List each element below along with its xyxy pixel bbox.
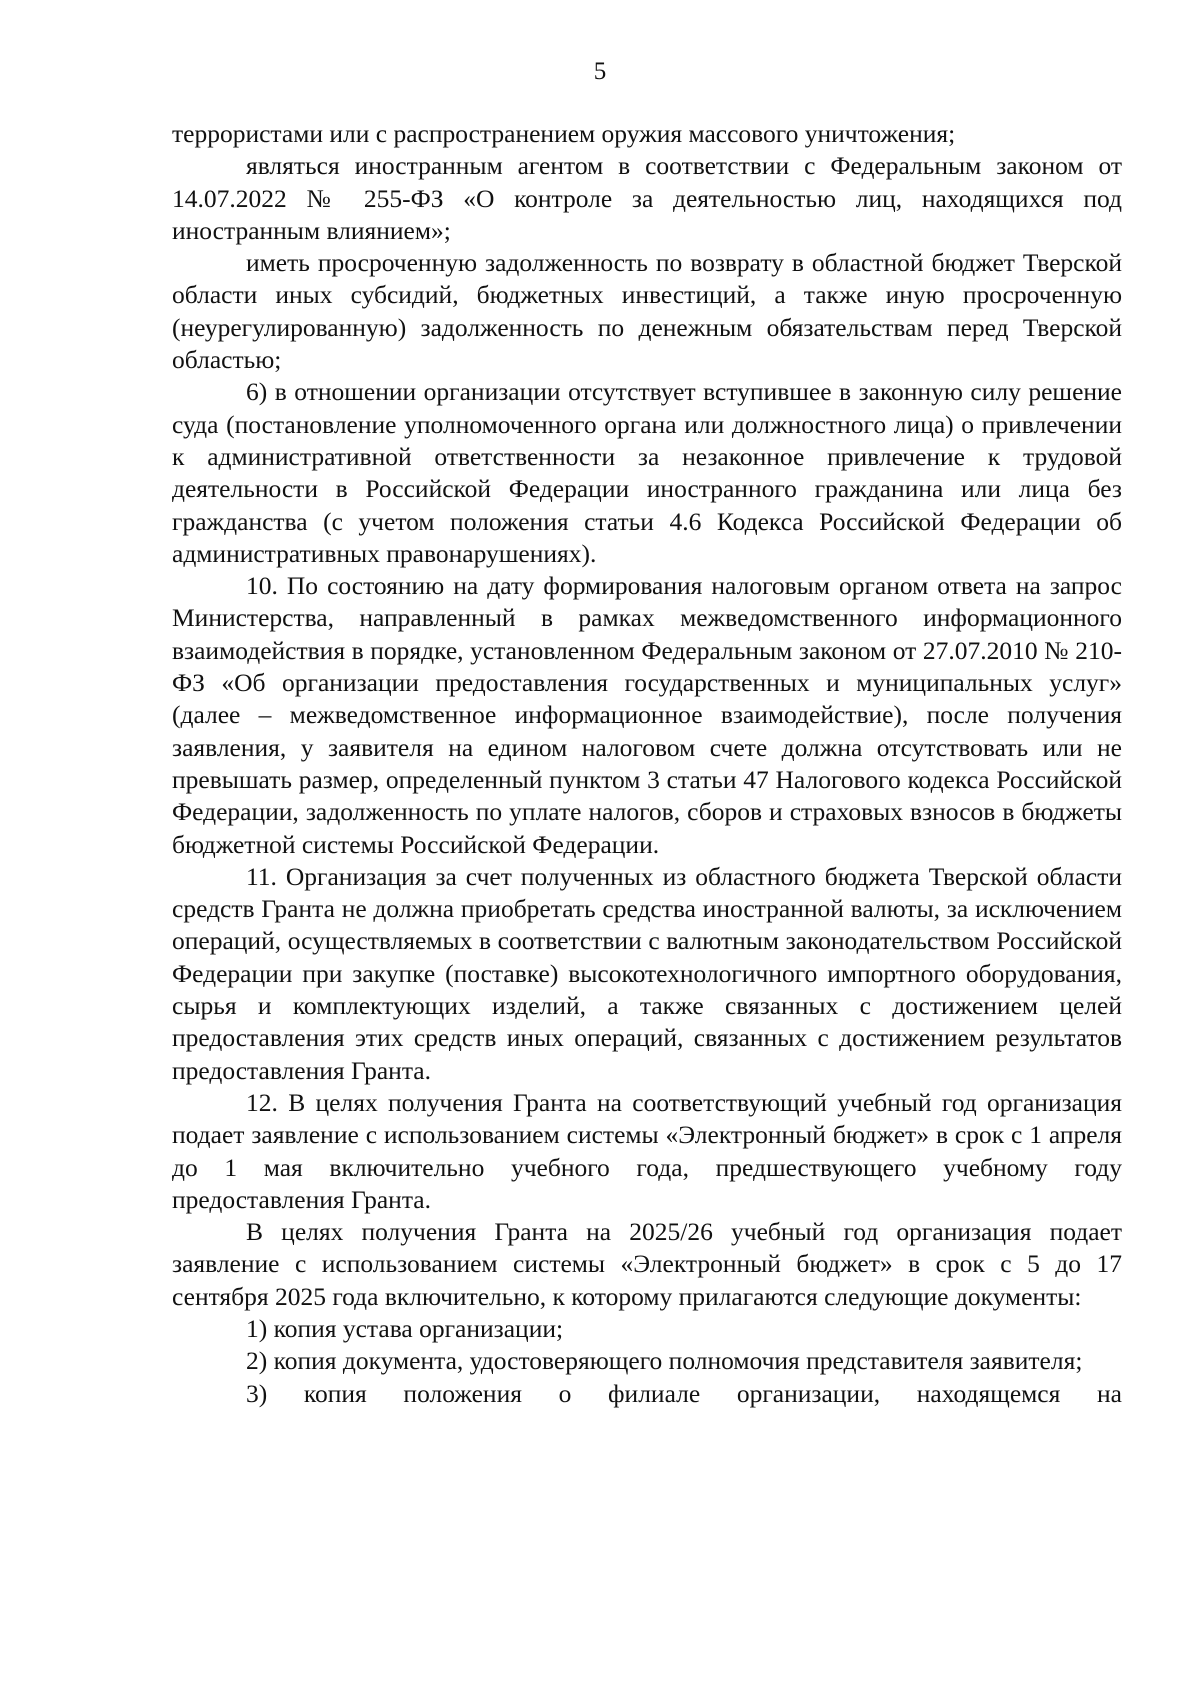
text-line: и комплектующих изделий, а также связанных с достижением целей — [257, 991, 1123, 1021]
paragraph-item-12 — [172, 1087, 1122, 1216]
text-line: террористами или с распространением оружия массового — [172, 119, 799, 148]
text-line: следующие документы: — [824, 1281, 1082, 1311]
text-line: просроченную (неурегулированную) задолженность по денежным — [172, 280, 1123, 342]
text-line: высокотехнологичного импортного оборудования, сырья — [172, 958, 1123, 1021]
text-line: являться иностранным агентом в соответствии с Федеральным законом — [246, 151, 1084, 181]
paragraph-foreign-agent — [172, 150, 1122, 247]
text-line: 1) копия устава организации; — [246, 1313, 564, 1343]
paragraph-doc-3 — [172, 1378, 1122, 1410]
paragraph-doc-1 — [172, 1313, 1122, 1345]
text-line: государственных и муниципальных услуг» (далее – межведомственное — [172, 668, 1123, 730]
text-line: 2) копия документа, удостоверяющего полномочия представителя — [246, 1346, 964, 1376]
text-line: В целях получения Гранта на 2025/26 учебный год организация — [246, 1217, 1032, 1247]
text-line: иметь просроченную задолженность по возврату в областной бюджет — [246, 248, 1015, 278]
text-line: решение суда (постановление уполномоченного органа или должностного — [172, 377, 1122, 439]
paragraph-overdue-debt — [172, 247, 1122, 376]
text-line: 12. В целях получения Гранта на соответствующий учебный год — [246, 1087, 977, 1117]
text-line: бюджет» в срок с 1 апреля до 1 мая включительно учебного года, — [172, 1120, 1123, 1182]
text-line: с 5 до 17 сентября 2025 года включительно, к которому прилагаются — [172, 1249, 1123, 1311]
text-line: на едином налоговом счете должна отсутствовать или не превышать размер, — [172, 732, 1123, 794]
text-line: предшествующего учебному году предоставления Гранта. — [172, 1152, 1122, 1214]
paragraph-item-10 — [172, 570, 1122, 861]
text-line: 11. Организация за счет полученных из областного бюджета Тверской — [246, 861, 1028, 891]
text-line: Кодекса Российской Федерации об административных правонарушениях). — [172, 506, 1123, 568]
text-line: 6) в отношении организации отсутствует вступившее в законную силу — [246, 377, 1021, 407]
paragraph-2025-26 — [172, 1216, 1122, 1313]
text-line: гражданина или лица без гражданства (с учетом положения статьи 4.6 — [172, 474, 1123, 536]
text-line: в бюджеты бюджетной системы Российской Федерации. — [172, 797, 1122, 859]
text-line: на запрос Министерства, направленный в рамках межведомственного — [172, 571, 1122, 633]
text-line: привлечение к трудовой деятельности в Российской Федерации иностранного — [172, 441, 1122, 504]
paragraph-item-6 — [172, 376, 1122, 570]
text-line: законом от 27.07.2010 № 210-ФЗ «Об организации предоставления — [172, 635, 1123, 698]
text-line: под иностранным влиянием»; — [172, 183, 1123, 245]
text-line: информационного взаимодействия в порядке, установленном Федеральным — [172, 603, 1122, 665]
text-line: определенный пунктом 3 статьи 47 Налогового кодекса Российской — [385, 764, 1122, 794]
text-line: с валютным законодательством Российской Федерации при закупке (поставке) — [172, 926, 1123, 988]
paragraph-item-11 — [172, 861, 1122, 1087]
text-line: информационное взаимодействие), после получения заявления, у заявителя — [172, 700, 1122, 762]
text-line: обязательствам перед Тверской областью; — [172, 312, 1123, 375]
text-line: лица) о привлечении к административной ответственности за незаконное — [172, 409, 1122, 471]
text-line: за исключением операций, осуществляемых в соответствии — [172, 894, 1122, 956]
text-line: 10. По состоянию на дату формирования налоговым органом ответа — [246, 571, 1007, 601]
paragraph-continuation — [172, 118, 1122, 150]
text-line: 3) копия положения о филиале организации, находящемся на — [246, 1378, 1122, 1408]
text-line: результатов предоставления Гранта. — [172, 1023, 1122, 1085]
text-line: уничтожения; — [804, 119, 956, 148]
text-line: Тверской области иных субсидий, бюджетных инвестиций, а также иную — [172, 248, 1122, 310]
text-line: области средств Гранта не должна приобретать средства иностранной валюты, — [172, 861, 1122, 924]
paragraph-doc-2 — [172, 1345, 1122, 1377]
document-body — [172, 118, 1122, 1410]
text-line: заявителя; — [969, 1346, 1083, 1376]
text-line: организация подает заявление с использованием системы «Электронный — [172, 1087, 1122, 1150]
page-number: 5 — [593, 58, 607, 85]
text-line: от 14.07.2022 № 255-ФЗ «О контроле за деятельностью лиц, находящихся — [172, 151, 1122, 213]
text-line: подает заявление с использованием системы «Электронный бюджет» в срок — [172, 1217, 1123, 1279]
text-line: предоставления этих средств иных операций, связанных с достижением — [172, 1023, 985, 1053]
text-line: Федерации, задолженность по уплате налогов, сборов и страховых взносов — [172, 797, 996, 827]
